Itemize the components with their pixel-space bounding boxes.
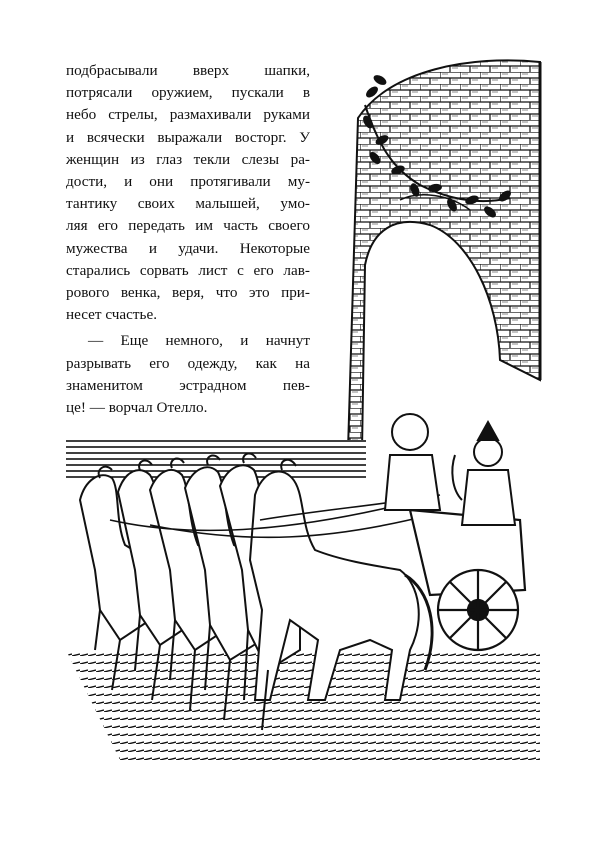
text-line: несет счастье. — [66, 306, 158, 324]
text-line: ляя его передать им часть своего — [66, 217, 310, 235]
text-line: рового венка, веря, что это при- — [66, 284, 310, 302]
text-line: и всячески выражали восторг. У — [66, 128, 310, 146]
text-line: знаменитом эстрадном пев- — [66, 376, 310, 394]
text-line: — Еще немного, и начнут — [88, 332, 310, 350]
text-line: потрясали оружием, пускали в — [66, 84, 310, 102]
text-line: небо стрелы, размахивали руками — [66, 106, 310, 124]
text-line: тантику своих малышей, умо- — [66, 195, 310, 213]
text-line: разрывать его одежду, как на — [66, 354, 310, 372]
text-line: старались сорвать лист с его лав- — [66, 261, 310, 279]
text-line: це! — ворчал Отелло. — [66, 399, 208, 417]
chariot — [410, 510, 525, 650]
text-line: дости, и они протягивали му- — [66, 173, 310, 191]
text-line: подбрасывали вверх шапки, — [66, 62, 310, 79]
text-line: женщин из глаз текли слезы ра- — [66, 150, 310, 168]
brick-arch — [348, 60, 540, 450]
floor — [66, 650, 540, 760]
riders — [385, 414, 515, 525]
text-line: мужества и удачи. Некоторые — [66, 239, 310, 257]
